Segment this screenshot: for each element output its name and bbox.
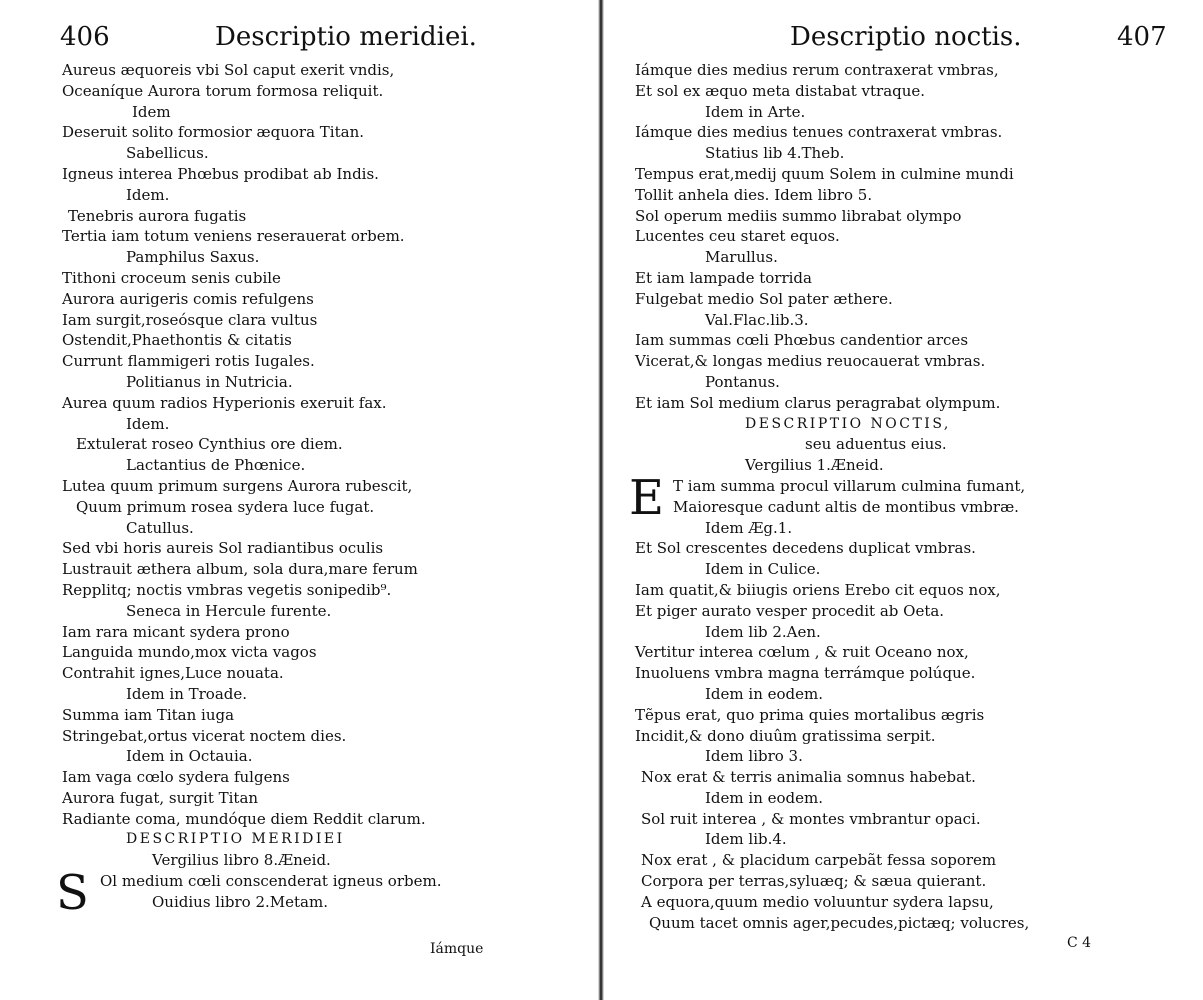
verse-lines	[635, 60, 1029, 414]
verse-line: Sabellicus.	[126, 144, 209, 163]
verse-line: Val.Flac.lib.3.	[705, 310, 809, 329]
left-page	[0, 0, 595, 1000]
verse-line: Inuoluens vmbra magna terrámque polúque.	[635, 664, 976, 683]
verse-line: Aurora fugat, surgit Titan	[62, 788, 259, 807]
verse-lines	[62, 60, 441, 829]
verse-line: Tẽpus erat, quo prima quies mortalibus ægris	[635, 705, 985, 724]
verse-line: Idem lib.4.	[705, 830, 787, 849]
verse-line: Tertia iam totum veniens reserauerat orbem.	[62, 227, 405, 246]
verse-line: Idem in Troade.	[126, 684, 248, 703]
page-body	[629, 60, 1030, 933]
verse-line: Nox erat , & placidum carpebãt fessa soporem	[641, 851, 997, 870]
verse-line: Catullus.	[126, 518, 194, 537]
verse-line: Tollit anhela dies. Idem libro 5.	[635, 185, 873, 204]
page-body	[56, 60, 442, 922]
section-heading: DESCRIPTIO MERIDIEI	[126, 831, 345, 848]
verse-line: Vicerat,& longas medius reuocauerat vmbras.	[635, 352, 986, 371]
verse-line: Tenebris aurora fugatis	[68, 206, 247, 225]
verse-line: Summa iam Titan iuga	[62, 705, 235, 724]
running-head: Descriptio noctis.	[790, 22, 1022, 52]
verse-line: Ouidius libro 2.Metam.	[152, 892, 328, 911]
book-gutter	[598, 0, 604, 1000]
verse-line: Lutea quum primum surgens Aurora rubescit,	[62, 476, 413, 495]
verse-line: Tithoni croceum senis cubile	[62, 268, 281, 287]
dropcap-letter: S	[56, 865, 89, 922]
verse-line: Iam quatit,& biiugis oriens Erebo cit equos nox,	[635, 580, 1001, 599]
verse-line: Aurora aurigeris comis refulgens	[62, 289, 314, 308]
verse-line: Idem in Culice.	[705, 560, 821, 579]
verse-line: Vergilius libro 8.Æneid.	[152, 851, 331, 870]
dropcap-letter: E	[629, 469, 665, 526]
verse-line: Iam rara micant sydera prono	[62, 622, 290, 641]
source-lines	[635, 434, 1029, 476]
page-number: 407	[1117, 22, 1167, 52]
verse-line: Idem.	[126, 185, 170, 204]
verse-line: Ol medium cœli conscenderat igneus orbem.	[100, 872, 442, 891]
verse-line: Idem.	[126, 414, 170, 433]
verse-line: Quum tacet omnis ager,pecudes,pictæq; volucres,	[649, 913, 1030, 932]
verse-line: Aureus æquoreis vbi Sol caput exerit vndis,	[62, 61, 395, 79]
right-page	[605, 0, 1203, 1000]
verse-line: Et piger aurato vesper procedit ab Oeta.	[635, 601, 945, 620]
verse-line: Idem Æg.1.	[705, 518, 793, 537]
verse-line: Idem in eodem.	[705, 684, 824, 703]
verse-line: Iam summas cœli Phœbus candentior arces	[635, 331, 969, 350]
verse-line: Sed vbi horis aureis Sol radiantibus oculis	[62, 539, 384, 558]
verse-line: Sol ruit interea , & montes vmbrantur opaci.	[641, 809, 981, 828]
verse-line: Repplitq; noctis vmbras vegetis sonipedib⁹.	[62, 580, 392, 599]
catchword: Iámque	[430, 941, 484, 957]
verse-line: Lucentes ceu staret equos.	[635, 227, 840, 246]
verse-line: Statius lib 4.Theb.	[705, 144, 845, 163]
verse-line: Oceaníque Aurora torum formosa reliquit.	[62, 81, 384, 100]
verse-lines-after	[62, 892, 441, 913]
verse-line: T iam summa procul villarum culmina fumant,	[673, 476, 1026, 495]
verse-line: seu aduentus eius.	[805, 435, 947, 454]
verse-line: Idem lib 2.Aen.	[705, 622, 821, 641]
verse-line: Quum primum rosea sydera luce fugat.	[76, 497, 375, 516]
verse-line: Incidit,& dono diuûm gratissima serpit.	[635, 726, 936, 745]
verse-line: Lustrauit æthera album, sola dura,mare ferum	[62, 560, 418, 579]
verse-line: Corpora per terras,syluæq; & sæua quierant.	[641, 872, 987, 891]
verse-line: Idem in Arte.	[705, 102, 806, 121]
verse-line: Pamphilus Saxus.	[126, 248, 260, 267]
page-number: 406	[60, 22, 110, 52]
verse-line: Idem	[132, 102, 171, 121]
verse-line: Maioresque cadunt altis de montibus vmbræ.	[673, 497, 1019, 516]
verse-line: Politianus in Nutricia.	[126, 372, 293, 391]
verse-line: Contrahit ignes,Luce nouata.	[62, 664, 284, 683]
verse-line: Et Sol crescentes decedens duplicat vmbras.	[635, 539, 976, 558]
verse-line: Radiante coma, mundóque diem Reddit clarum.	[62, 809, 426, 828]
verse-line: Stringebat,ortus vicerat noctem dies.	[62, 726, 347, 745]
verse-line: A equora,quum medio voluuntur sydera lapsu,	[641, 892, 994, 911]
verse-line: Sol operum mediis summo librabat olympo	[635, 206, 962, 225]
verse-line: Et sol ex æquo meta distabat vtraque.	[635, 81, 926, 100]
verse-lines-after	[635, 518, 1029, 934]
section-heading: DESCRIPTIO NOCTIS,	[745, 415, 951, 432]
source-lines	[62, 850, 441, 871]
verse-line: Idem libro 3.	[705, 747, 803, 766]
verse-line: Ostendit,Phaethontis & citatis	[62, 331, 292, 350]
signature-mark: C 4	[1067, 935, 1092, 951]
verse-line: Marullus.	[705, 248, 778, 267]
verse-line: Et iam Sol medium clarus peragrabat olympum.	[635, 393, 1001, 412]
verse-line: Lactantius de Phœnice.	[126, 456, 306, 475]
verse-line: Idem in eodem.	[705, 788, 824, 807]
verse-line: Deseruit solito formosior æquora Titan.	[62, 123, 364, 142]
verse-line: Languida mundo,mox victa vagos	[62, 643, 317, 662]
verse-line: Iámque dies medius tenues contraxerat vmbras.	[635, 123, 1003, 142]
running-head: Descriptio meridiei.	[215, 22, 477, 52]
verse-line: Seneca in Hercule furente.	[126, 601, 332, 620]
verse-line: Fulgebat medio Sol pater æthere.	[635, 289, 893, 308]
verse-line: Nox erat & terris animalia somnus habebat.	[641, 768, 976, 787]
verse-line: Igneus interea Phœbus prodibat ab Indis.	[62, 164, 379, 183]
verse-line: Iam vaga cœlo sydera fulgens	[62, 768, 290, 787]
verse-line: Aurea quum radios Hyperionis exeruit fax.	[62, 393, 387, 412]
verse-line: Tempus erat,medij quum Solem in culmine mundi	[635, 164, 1014, 183]
verse-line: Iam surgit,roseósque clara vultus	[62, 310, 318, 329]
verse-line: Vergilius 1.Æneid.	[745, 456, 884, 475]
verse-line: Extulerat roseo Cynthius ore diem.	[76, 435, 343, 454]
verse-line: Currunt flammigeri rotis Iugales.	[62, 352, 315, 371]
verse-line: Idem in Octauia.	[126, 747, 253, 766]
dropcap-paragraph	[629, 469, 1029, 526]
verse-line: Pontanus.	[705, 372, 780, 391]
verse-line: Et iam lampade torrida	[635, 268, 812, 287]
verse-line: Iámque dies medius rerum contraxerat vmbras,	[635, 61, 999, 79]
verse-line: Vertitur interea cœlum , & ruit Oceano nox,	[635, 643, 969, 662]
